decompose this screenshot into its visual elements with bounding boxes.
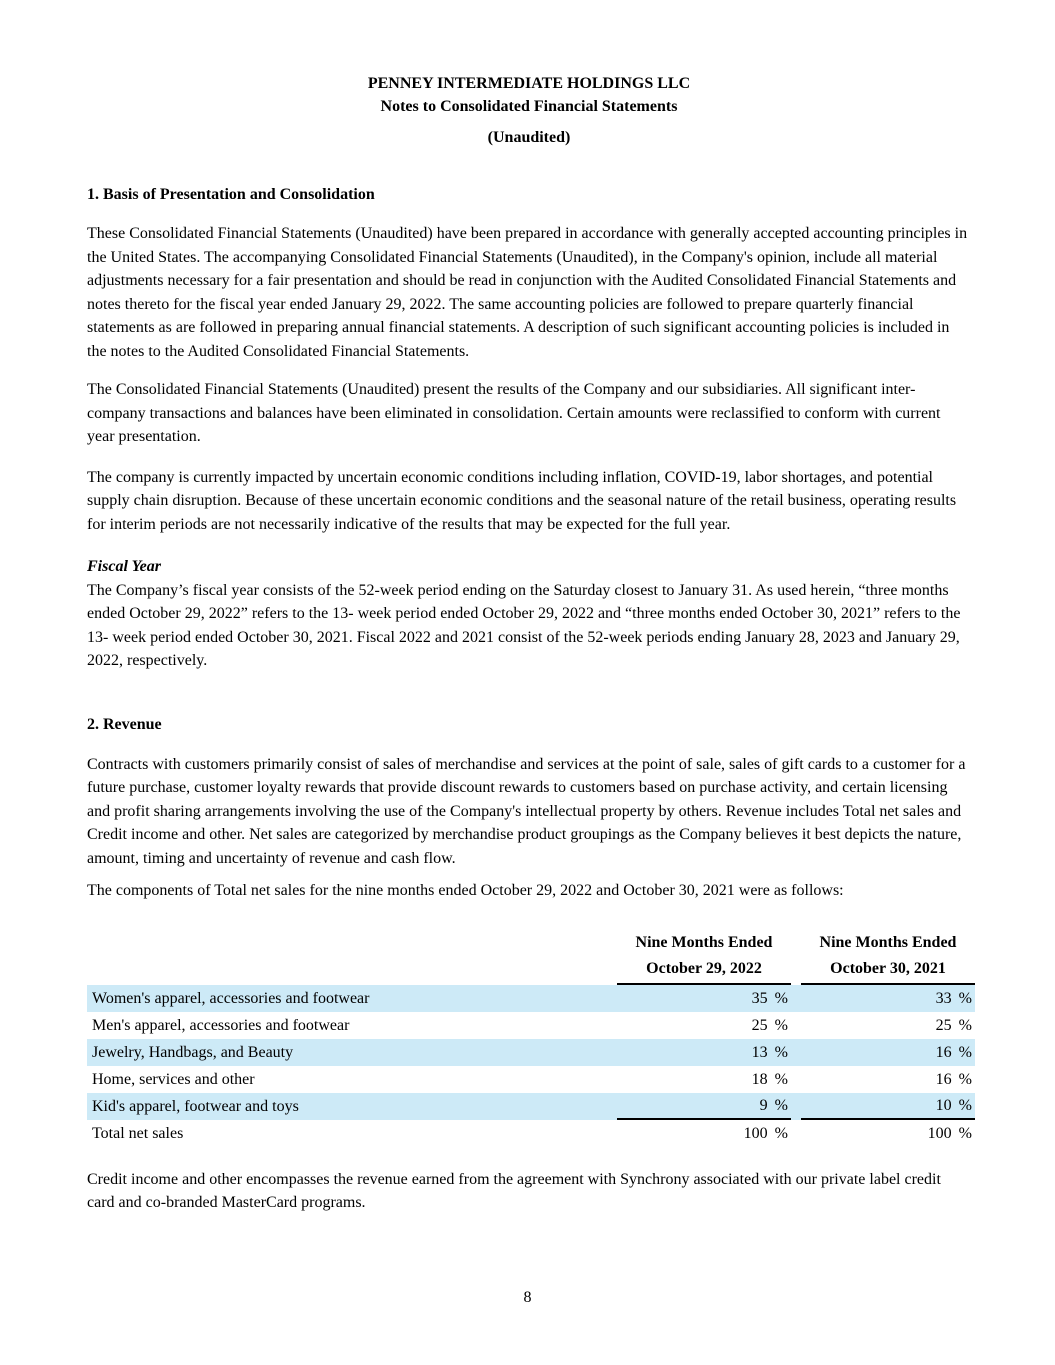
section1-heading: 1. Basis of Presentation and Consolidation [87, 186, 375, 203]
value-number: 10 [935, 1096, 952, 1114]
percent-sign: % [958, 1043, 972, 1061]
unaudited-label: (Unaudited) [487, 129, 571, 146]
row-label: Home, services and other [92, 1070, 255, 1088]
row-value-2021 [801, 985, 975, 1012]
row-label: Women's apparel, accessories and footwear [92, 989, 370, 1007]
percent-sign: % [958, 1016, 972, 1034]
row-label: Total net sales [92, 1124, 184, 1142]
table-header-row [87, 930, 975, 985]
table-row-home [87, 1066, 975, 1093]
table-header-spacer [87, 930, 617, 985]
column-header-2021 [801, 930, 975, 985]
value-number: 16 [935, 1043, 952, 1061]
row-value-2022 [617, 985, 791, 1012]
column-header-2022-line2: October 29, 2022 [646, 959, 762, 977]
row-label: Jewelry, Handbags, and Beauty [92, 1043, 294, 1061]
percent-sign: % [774, 1096, 788, 1114]
basis-paragraph-3: The company is currently impacted by uncertain economic conditions including inflation, COVID-19, labor shortages, and potential supply chain disruption. Because of these uncertain economic conditions and the seasonal nature of the retail business, operating results for interim periods are not necessarily indicative of the results that may be expected for the full year. [87, 468, 957, 533]
basis-paragraph-1: These Consolidated Financial Statements (Unaudited) have been prepared in accordance with generally accepted accounting principles in the United States. The accompanying Consolidated Financial Statements (Unaudited), in the Company's opinion, include all material adjustments necessary for a fair presentation and should be read in conjunction with the Audited Consolidated Financial Statements and notes thereto for the fiscal year ended January 29, 2022. The same accounting policies are followed to prepare quarterly financial statements as are followed in preparing annual financial statements. A description of such significant accounting policies is included in the notes to the Audited Consolidated Financial Statements. [87, 225, 968, 360]
table-row-womens [87, 985, 975, 1012]
column-header-2022 [617, 930, 791, 985]
percent-sign: % [774, 1124, 788, 1142]
percent-sign: % [774, 1043, 788, 1061]
section-revenue [87, 713, 971, 1215]
section2-heading: 2. Revenue [87, 715, 162, 733]
column-gap [791, 985, 801, 1012]
company-name: PENNEY INTERMEDIATE HOLDINGS LLC [367, 75, 691, 92]
row-value-2022 [617, 1039, 791, 1066]
percent-sign: % [958, 1096, 972, 1114]
table-row-kids [87, 1093, 975, 1120]
row-value-2022 [617, 1066, 791, 1093]
row-value-2021 [801, 1039, 975, 1066]
row-value-2021 [801, 1012, 975, 1039]
credit-income-paragraph: Credit income and other encompasses the revenue earned from the agreement with Synchrony associated with our private label credit card and co-branded MasterCard programs. [87, 1170, 941, 1211]
column-gap [791, 930, 801, 985]
page-number: 8 [523, 1289, 532, 1306]
value-number: 25 [751, 1016, 768, 1034]
value-number: 18 [751, 1070, 768, 1088]
row-value-2022 [617, 1120, 791, 1147]
percent-sign: % [958, 989, 972, 1007]
percent-sign: % [774, 989, 788, 1007]
row-value-2021 [801, 1066, 975, 1093]
basis-paragraph-2: The Consolidated Financial Statements (Unaudited) present the results of the Company and our subsidiaries. All significant inter-company transactions and balances have been eliminated in consolidation. Certain amounts were reclassified to conform with current year presentation. [87, 381, 941, 445]
value-number: 25 [935, 1016, 952, 1034]
row-label: Men's apparel, accessories and footwear [92, 1016, 350, 1034]
row-label: Kid's apparel, footwear and toys [92, 1097, 299, 1115]
column-header-2022-line1: Nine Months Ended [635, 933, 773, 951]
revenue-paragraph-1: Contracts with customers primarily consist of sales of merchandise and services at the point of sale, sales of gift cards to a customer for a future purchase, customer loyalty rewards that provide discount rewards to customers based on purchase activity, and certain licensing and profit sharing arrangements involving the use of the Company's intellectual property by others. Revenue includes Total net sales and Credit income and other. Net sales are categorized by merchandise product groupings as the Company believes it best depicts the nature, amount, timing and uncertainty of revenue and cash flow. [87, 755, 966, 867]
table-intro-paragraph: The components of Total net sales for the nine months ended October 29, 2022 and October 30, 2021 were as follows: [87, 882, 844, 899]
percent-sign: % [958, 1070, 972, 1088]
row-value-2022 [617, 1093, 791, 1120]
column-gap [791, 1120, 801, 1147]
value-number: 13 [751, 1043, 768, 1061]
column-gap [791, 1093, 801, 1120]
percent-sign: % [958, 1124, 972, 1142]
value-number: 16 [935, 1070, 952, 1088]
document-title: Notes to Consolidated Financial Statements [380, 98, 678, 115]
row-value-2021 [801, 1120, 975, 1147]
column-gap [791, 1066, 801, 1093]
table-row-total [87, 1120, 975, 1147]
percent-sign: % [774, 1070, 788, 1088]
row-value-2021 [801, 1093, 975, 1120]
fiscal-year-paragraph: The Company’s fiscal year consists of the 52-week period ending on the Saturday closest to January 31. As used herein, “three months ended October 29, 2022” refers to the 13- week period ended October 29, 2022 and “three months ended October 30, 2021” refers to the 13- week period ended October 30, 2021. Fiscal 2022 and 2021 consist of the 52-week periods ending January 28, 2023 and January 29, 2022, respectively. [87, 581, 961, 669]
value-number: 100 [743, 1124, 768, 1142]
value-number: 33 [935, 989, 952, 1007]
percent-sign: % [774, 1016, 788, 1034]
value-number: 35 [751, 989, 768, 1007]
table-row-mens [87, 1012, 975, 1039]
column-gap [791, 1039, 801, 1066]
column-header-2021-line1: Nine Months Ended [819, 933, 957, 951]
net-sales-table [87, 930, 975, 1147]
fiscal-year-heading: Fiscal Year [87, 558, 161, 575]
column-gap [791, 1012, 801, 1039]
section-basis-of-presentation [87, 183, 971, 673]
row-value-2022 [617, 1012, 791, 1039]
value-number: 9 [759, 1096, 768, 1114]
value-number: 100 [927, 1124, 952, 1142]
column-header-2021-line2: October 30, 2021 [830, 959, 946, 977]
table-row-jewelry [87, 1039, 975, 1066]
document-header [87, 72, 971, 149]
